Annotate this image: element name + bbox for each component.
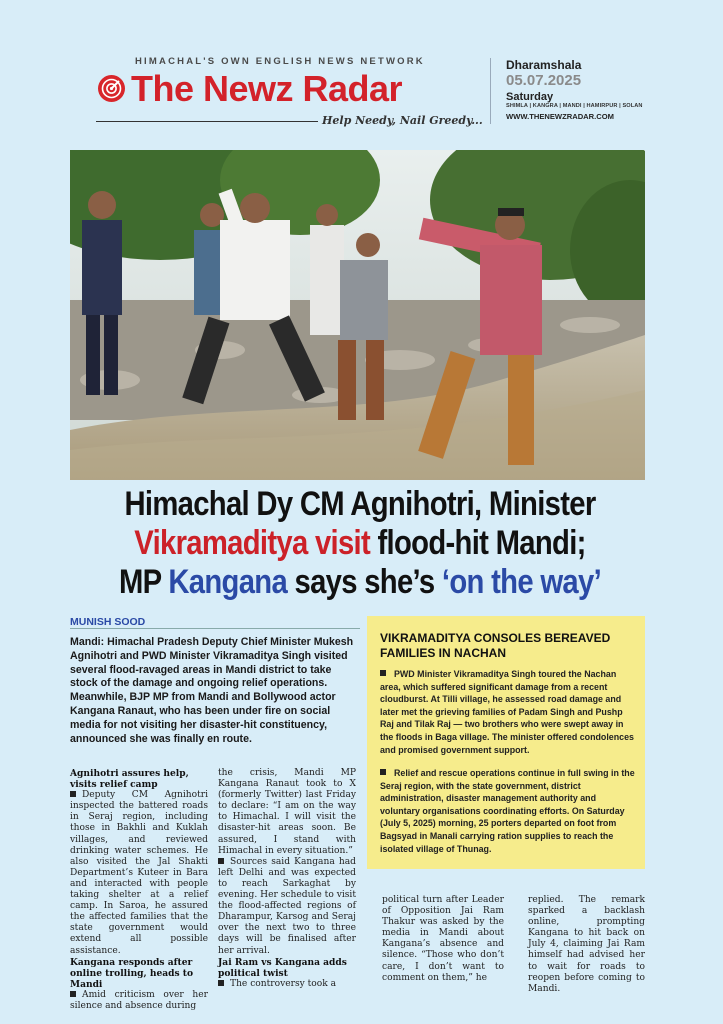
paragraph-text: Deputy CM Agnihotri inspected the battered roads in Seraj region, including those in Bakhli and Kuklah villages, and reviewed drinking water schemes. He also visited the Jal Shakti Department’s Kuteer in Bara and interacted with people taking shelter at a relief camp. In Saroa, he assured the affected families that the state government would extend all possible assistance. xyxy=(70,790,208,956)
paragraph-text: The controversy took a xyxy=(230,978,337,989)
edition-date: 05.07.2025 xyxy=(506,72,582,89)
bullet-icon xyxy=(70,991,76,997)
headline-line-3 xyxy=(102,563,618,602)
headline-quote: ‘on the way’ xyxy=(441,563,602,601)
subhead: Agnihotri assures help, visits relief camp xyxy=(70,768,189,791)
headline-line-1: Himachal Dy CM Agnihotri, Minister xyxy=(124,485,596,523)
paragraph xyxy=(70,790,208,956)
masthead-slogan: Help Needy, Nail Greedy... xyxy=(322,114,483,127)
bullet-icon xyxy=(70,791,76,797)
body-column-3 xyxy=(382,895,504,984)
article-intro: Mandi: Himachal Pradesh Deputy Chief Minister Mukesh Agnihotri and PWD Minister Vikramaditya Singh visited several flood-ravaged areas in Mandi district to take stock of the damage and ongoing relief operations. Meanwhile, BJP MP from Mandi and Bollywood actor Kangana Ranaut, who has been under fire on social media for not visiting her disaster-hit constituency, announced she was finally en route. xyxy=(70,636,354,745)
bullet-icon xyxy=(380,670,386,676)
sidebar-title: VIKRAMADITYA CONSOLES BEREAVED FAMILIES IN NACHAN xyxy=(380,631,611,660)
headline-mp: MP xyxy=(118,563,169,601)
paragraph: replied. The remark sparked a backlash online, prompting Kangana to hit back on July 4, claiming Jai Ram himself had advised her to wait for roads to reopen before coming to Mandi. xyxy=(528,895,645,994)
body-column-1 xyxy=(70,768,208,1012)
website-link[interactable]: WWW.THENEWZRADAR.COM xyxy=(506,112,614,121)
sidebar-item xyxy=(380,767,638,855)
newspaper-logo: The Newz Radar xyxy=(131,68,403,109)
masthead-rule xyxy=(96,121,318,122)
paragraph: political turn after Leader of Opposition Jai Ram Thakur was asked by the media in Mandi about Kangana’s absence and silence. “Those who don’t care, I don’t want to comment on them,” he xyxy=(382,895,504,983)
paragraph-text: Sources said Kangana had left Delhi and was expected to reach Sarkaghat by evening. Her schedule to visit the flood-affected regions of Dharampur, Karsog and Seraj over the next two to three days will be finalised after her arrival. xyxy=(218,856,356,956)
masthead-divider xyxy=(490,58,491,124)
headline-highlight-red: Vikramaditya visit xyxy=(134,524,371,562)
headline-highlight-blue: Kangana xyxy=(168,563,288,601)
main-headline xyxy=(102,485,618,602)
edition-list: SHIMLA | KANGRA | MANDI | HAMIRPUR | SOLAN xyxy=(506,103,643,109)
masthead-tagline: HIMACHAL'S OWN ENGLISH NEWS NETWORK xyxy=(135,56,425,67)
byline-rule xyxy=(70,628,360,629)
paragraph xyxy=(218,857,356,957)
radar-logo-icon xyxy=(98,75,125,102)
paragraph xyxy=(218,979,356,990)
lead-photo xyxy=(70,150,645,480)
paragraph: the crisis, Mandi MP Kangana Ranaut took to X (formerly Twitter) last Friday to declare: “I am on the way to Himachal. I will visit the disaster-hit areas soon. Be assured, I stand with Himachal in every situation.” xyxy=(218,768,356,856)
sidebar-item xyxy=(380,668,638,756)
bullet-icon xyxy=(218,980,224,986)
edition-day: Saturday xyxy=(506,91,554,103)
edition-city: Dharamshala xyxy=(506,58,582,72)
headline-line-2-rest: flood-hit Mandi; xyxy=(370,524,586,562)
subhead: Kangana responds after online trolling, heads to Mandi xyxy=(70,956,194,990)
byline: MUNISH SOOD xyxy=(70,616,146,628)
sidebar-item-text: Relief and rescue operations continue in full swing in the Seraj region, with the state government, district administration, disaster management authority and voluntary organisations coordinating efforts. On Saturday (July 5, 2025) morning, 25 porters departed on foot from Bagsyad in Manali carrying ration supplies to reach the isolated village of Thunag. xyxy=(380,768,635,854)
headline-line-3-mid: says she’s xyxy=(287,563,442,601)
paragraph-text: Amid criticism over her silence and absence during xyxy=(70,989,208,1011)
bullet-icon xyxy=(218,858,224,864)
headline-line-2 xyxy=(102,524,618,563)
subhead: Jai Ram vs Kangana adds political twist xyxy=(218,956,347,979)
paragraph xyxy=(70,990,208,1012)
sidebar-item-text: PWD Minister Vikramaditya Singh toured the Nachan area, which suffered significant damage from a recent cloudburst. At Tilli village, he assessed road damage and later met the grieving families of Padam Singh and Pushp Raj and Tilak Raj — two brothers who were swept away in the floods in Baga village. The minister offered condolences and promised government support. xyxy=(380,669,634,755)
body-column-4 xyxy=(528,895,645,995)
bullet-icon xyxy=(380,769,386,775)
body-column-2 xyxy=(218,768,356,990)
